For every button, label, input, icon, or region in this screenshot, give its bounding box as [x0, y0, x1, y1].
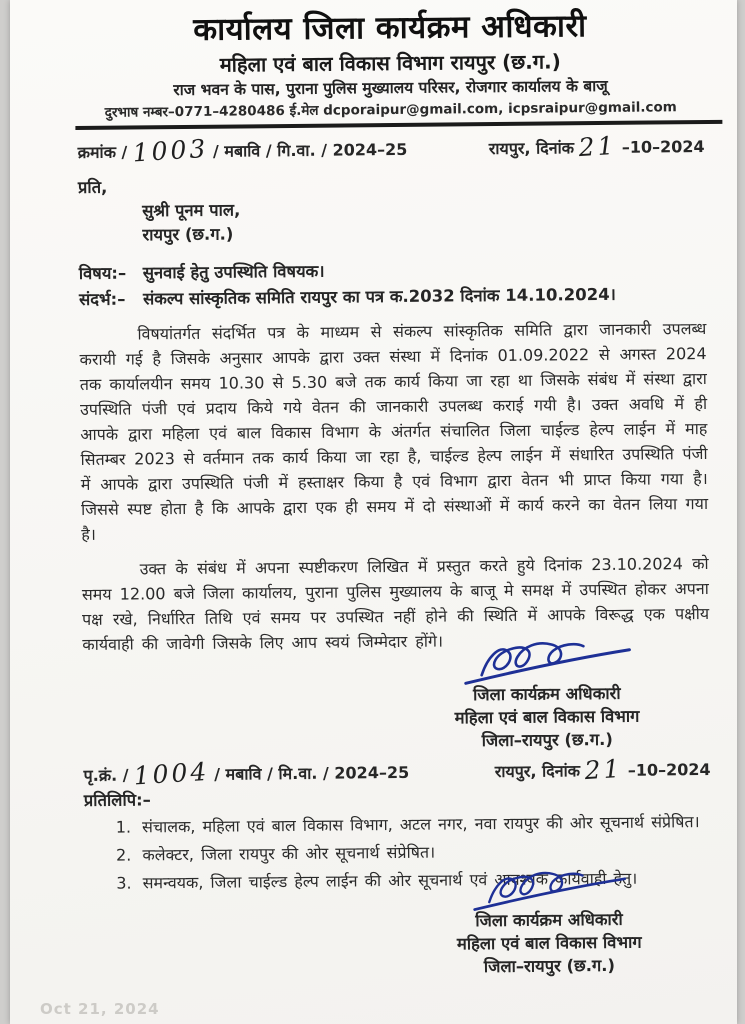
signatory-designation: जिला कार्यक्रम अधिकारी: [475, 910, 623, 931]
subject-row: [79, 256, 706, 286]
endorsement-number-handwritten: 1004: [132, 757, 211, 791]
copy-to-item: 3. समन्वयक, जिला चाईल्ड हेल्प लाईन की ओर सूचनार्थ एवं आवश्यक कार्यवाही हेतु।: [139, 865, 712, 895]
copy-to-item: 1. संचालक, महिला एवं बाल विकास विभाग, अटल नगर, नवा रायपुर की ओर सूचनार्थ संप्रेषित।: [138, 809, 711, 839]
ref-number-label: क्रमांक /: [77, 142, 128, 163]
endorsement-place-date-group: [494, 752, 711, 786]
place-date-label: रायपुर, दिनांक: [488, 138, 575, 159]
office-contact: दुरभाष नम्बर–0771–4280486 ई.मेल dcporaipur@gmail.com, icpsraipur@gmail.com: [104, 99, 677, 121]
letter-paper: [10, 0, 737, 1024]
recipient-city: रायपुर (छ.ग.): [142, 224, 234, 245]
endorsement-ref-label: पृ.क्रं. /: [83, 765, 129, 786]
date-suffix: –10–2024: [621, 137, 705, 158]
signatory-department: महिला एवं बाल विकास विभाग: [456, 933, 642, 954]
signatory-district: जिला–रायपुर (छ.ग.): [483, 956, 616, 977]
signatory-designation: जिला कार्यक्रम अधिकारी: [473, 684, 621, 705]
photo-date-watermark: Oct 21, 2024: [40, 1000, 160, 1018]
ref-number-suffix: / मबावि / गि.वा. / 2024–25: [212, 140, 408, 162]
signature-block-1: [411, 638, 682, 754]
signature-scribble-icon: [457, 638, 635, 688]
letter-content: [76, 5, 712, 982]
copy-to-item: 2. कलेक्टर, जिला रायपुर की ओर सूचनार्थ संप्रेषित।: [138, 837, 711, 867]
endorsement-ref-line: [83, 752, 711, 791]
copy-to-list: [114, 809, 712, 896]
subject-block: [79, 256, 706, 312]
recipient-name: सुश्री पूनम पाल,: [142, 200, 241, 221]
body-paragraph-2: उक्त के संबंध में अपना स्पष्टीकरण लिखित में प्रस्तुत करते हुये दिनांक 23.10.2024 को समय 12.00 बजे जिला कार्यालय, पुराना पुलिस मुख्यालय के बाजू मे समक्ष में उपस्थित होकर अपना पक्ष रखे, निर्धारित तिथि एवं समय पर उपस्थित नहीं होने की स्थिति में आपके विरूद्ध एक पक्षीय कार्यवाही की जावेगी जिसके लिए आप स्वयं जिम्मेदार होंगे।: [81, 554, 710, 655]
endorsement-number-group: [83, 755, 410, 791]
recipient-salutation: प्रति,: [77, 178, 108, 198]
subject-label: विषय:–: [78, 263, 127, 284]
ref-number-line: [77, 129, 705, 168]
reference-text: संकल्प सांस्कृतिक समिति रायपुर का पत्र क.2032 दिनांक 14.10.2024।: [142, 285, 616, 309]
office-title: कार्यालय जिला कार्यक्रम अधिकारी: [193, 8, 587, 48]
endorsement-date-suffix: –10–2024: [627, 760, 711, 781]
office-address: राज भवन के पास, पुराना पुलिस मुख्यालय परिसर, रोजगार कार्यालय के बाजू: [173, 76, 608, 100]
reference-row: [79, 282, 706, 312]
department-subtitle: महिला एवं बाल विकास विभाग रायपुर (छ.ग.): [219, 49, 561, 77]
ref-number-group: [77, 132, 408, 168]
date-handwritten: 21: [578, 131, 618, 163]
place-date-group: [488, 129, 705, 163]
signatory-district: जिला–रायपुर (छ.ग.): [481, 730, 613, 751]
recipient-block: [78, 170, 706, 248]
subject-text: सुनवाई हेतु उपस्थिति विषयक।: [142, 262, 325, 283]
signatory-department: महिला एवं बाल विकास विभाग: [454, 707, 640, 728]
ref-number-handwritten: 1003: [131, 134, 209, 168]
endorsement-date-handwritten: 21: [584, 754, 624, 786]
body-paragraph-1: विषयांतर्गत संदर्भित पत्र के माध्यम से संकल्प सांस्कृतिक समिति द्वारा जानकारी उपलब्ध करायी गई है जिसके अनुसार आपके द्वारा उक्त संस्था में दिनांक 01.09.2022 से अगस्त 2024 तक कार्यालयीन समय 10.30 से 5.30 बजे तक कार्य किया जा रहा था जिसके संबंध में संस्था द्वारा उपस्थिति पंजी एवं प्रदाय किये गये वेतन की जानकारी उपलब्ध कराई गयी है। उक्त अवधि में ही आपके द्वारा महिला एवं बाल विकास विभाग के अंतर्गत संचालित जिला चाईल्ड हेल्प लाईन में माह सितम्बर 2023 से वर्तमान तक कार्य किया जा रहा है, चाईल्ड हेल्प लाईन में संधारित उपस्थिति पंजी में आपके द्वारा उपस्थिति पंजी में हस्ताक्षर किया है एवं विभाग द्वारा वेतन भी प्राप्त किया गया है। जिससे स्पष्ट होता है कि आपके द्वारा एक ही समय में दो संस्थाओं में कार्य करने का वेतन लिया गया है।: [79, 319, 709, 545]
endorsement-place-date-label: रायपुर, दिनांक: [494, 761, 581, 782]
reference-label: संदर्भ:–: [78, 289, 126, 310]
copy-to-label: प्रतिलिपि:–: [83, 790, 151, 811]
endorsement-ref-suffix: / मबावि / मि.वा. / 2024–25: [214, 763, 410, 785]
